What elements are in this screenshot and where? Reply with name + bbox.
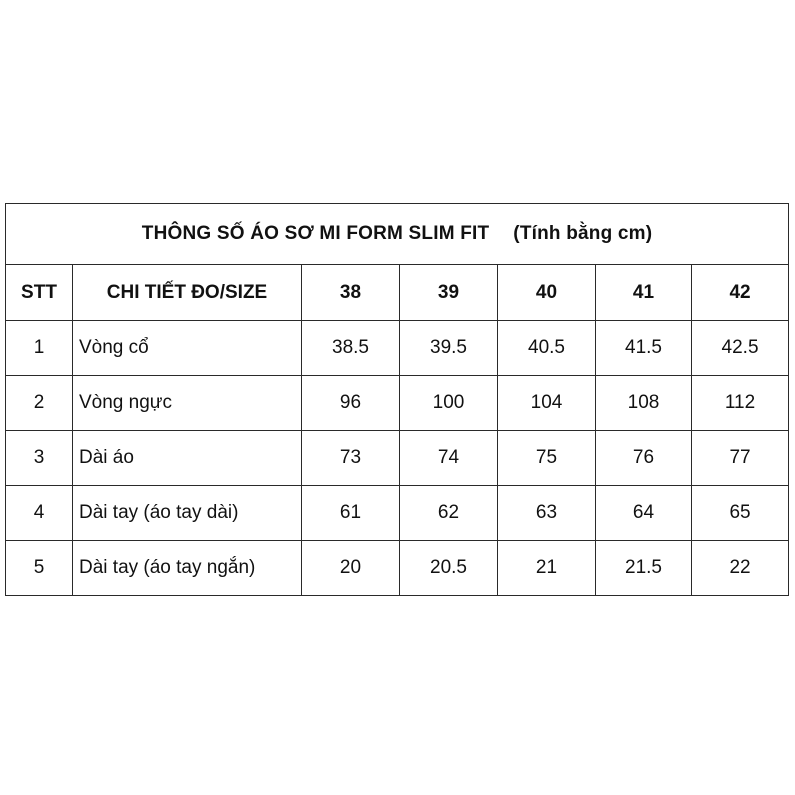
- unit-note: (Tính bằng cm): [513, 223, 653, 244]
- row-stt: 5: [6, 541, 73, 596]
- header-size-39: 39: [400, 265, 498, 321]
- table-title-cell: [6, 204, 789, 265]
- row-value: 21.5: [596, 541, 692, 596]
- header-size-40: 40: [498, 265, 596, 321]
- row-value: 41.5: [596, 321, 692, 376]
- row-value: 20.5: [400, 541, 498, 596]
- header-size-38: 38: [302, 265, 400, 321]
- row-value: 100: [400, 376, 498, 431]
- row-value: 112: [692, 376, 789, 431]
- row-value: 22: [692, 541, 789, 596]
- header-size-41: 41: [596, 265, 692, 321]
- row-value: 42.5: [692, 321, 789, 376]
- row-value: 20: [302, 541, 400, 596]
- row-value: 21: [498, 541, 596, 596]
- row-value: 74: [400, 431, 498, 486]
- row-value: 104: [498, 376, 596, 431]
- table-title: THÔNG SỐ ÁO SƠ MI FORM SLIM FIT: [141, 223, 490, 244]
- row-stt: 2: [6, 376, 73, 431]
- title-row: [6, 204, 789, 265]
- row-detail: Vòng cổ: [73, 321, 302, 376]
- row-stt: 3: [6, 431, 73, 486]
- table-row: [6, 376, 789, 431]
- row-value: 76: [596, 431, 692, 486]
- row-value: 61: [302, 486, 400, 541]
- size-chart-table: [5, 203, 789, 596]
- header-detail: CHI TIẾT ĐO/SIZE: [73, 265, 302, 321]
- table-row: [6, 431, 789, 486]
- row-detail: Vòng ngực: [73, 376, 302, 431]
- header-row: [6, 265, 789, 321]
- row-value: 77: [692, 431, 789, 486]
- row-value: 96: [302, 376, 400, 431]
- row-value: 38.5: [302, 321, 400, 376]
- row-value: 40.5: [498, 321, 596, 376]
- table-row: [6, 541, 789, 596]
- row-detail: Dài tay (áo tay dài): [73, 486, 302, 541]
- row-value: 75: [498, 431, 596, 486]
- row-value: 73: [302, 431, 400, 486]
- header-stt: STT: [6, 265, 73, 321]
- row-stt: 1: [6, 321, 73, 376]
- row-value: 63: [498, 486, 596, 541]
- row-detail: Dài tay (áo tay ngắn): [73, 541, 302, 596]
- row-stt: 4: [6, 486, 73, 541]
- row-value: 65: [692, 486, 789, 541]
- table-row: [6, 321, 789, 376]
- row-value: 62: [400, 486, 498, 541]
- row-value: 64: [596, 486, 692, 541]
- row-value: 108: [596, 376, 692, 431]
- row-detail: Dài áo: [73, 431, 302, 486]
- table-row: [6, 486, 789, 541]
- header-size-42: 42: [692, 265, 789, 321]
- row-value: 39.5: [400, 321, 498, 376]
